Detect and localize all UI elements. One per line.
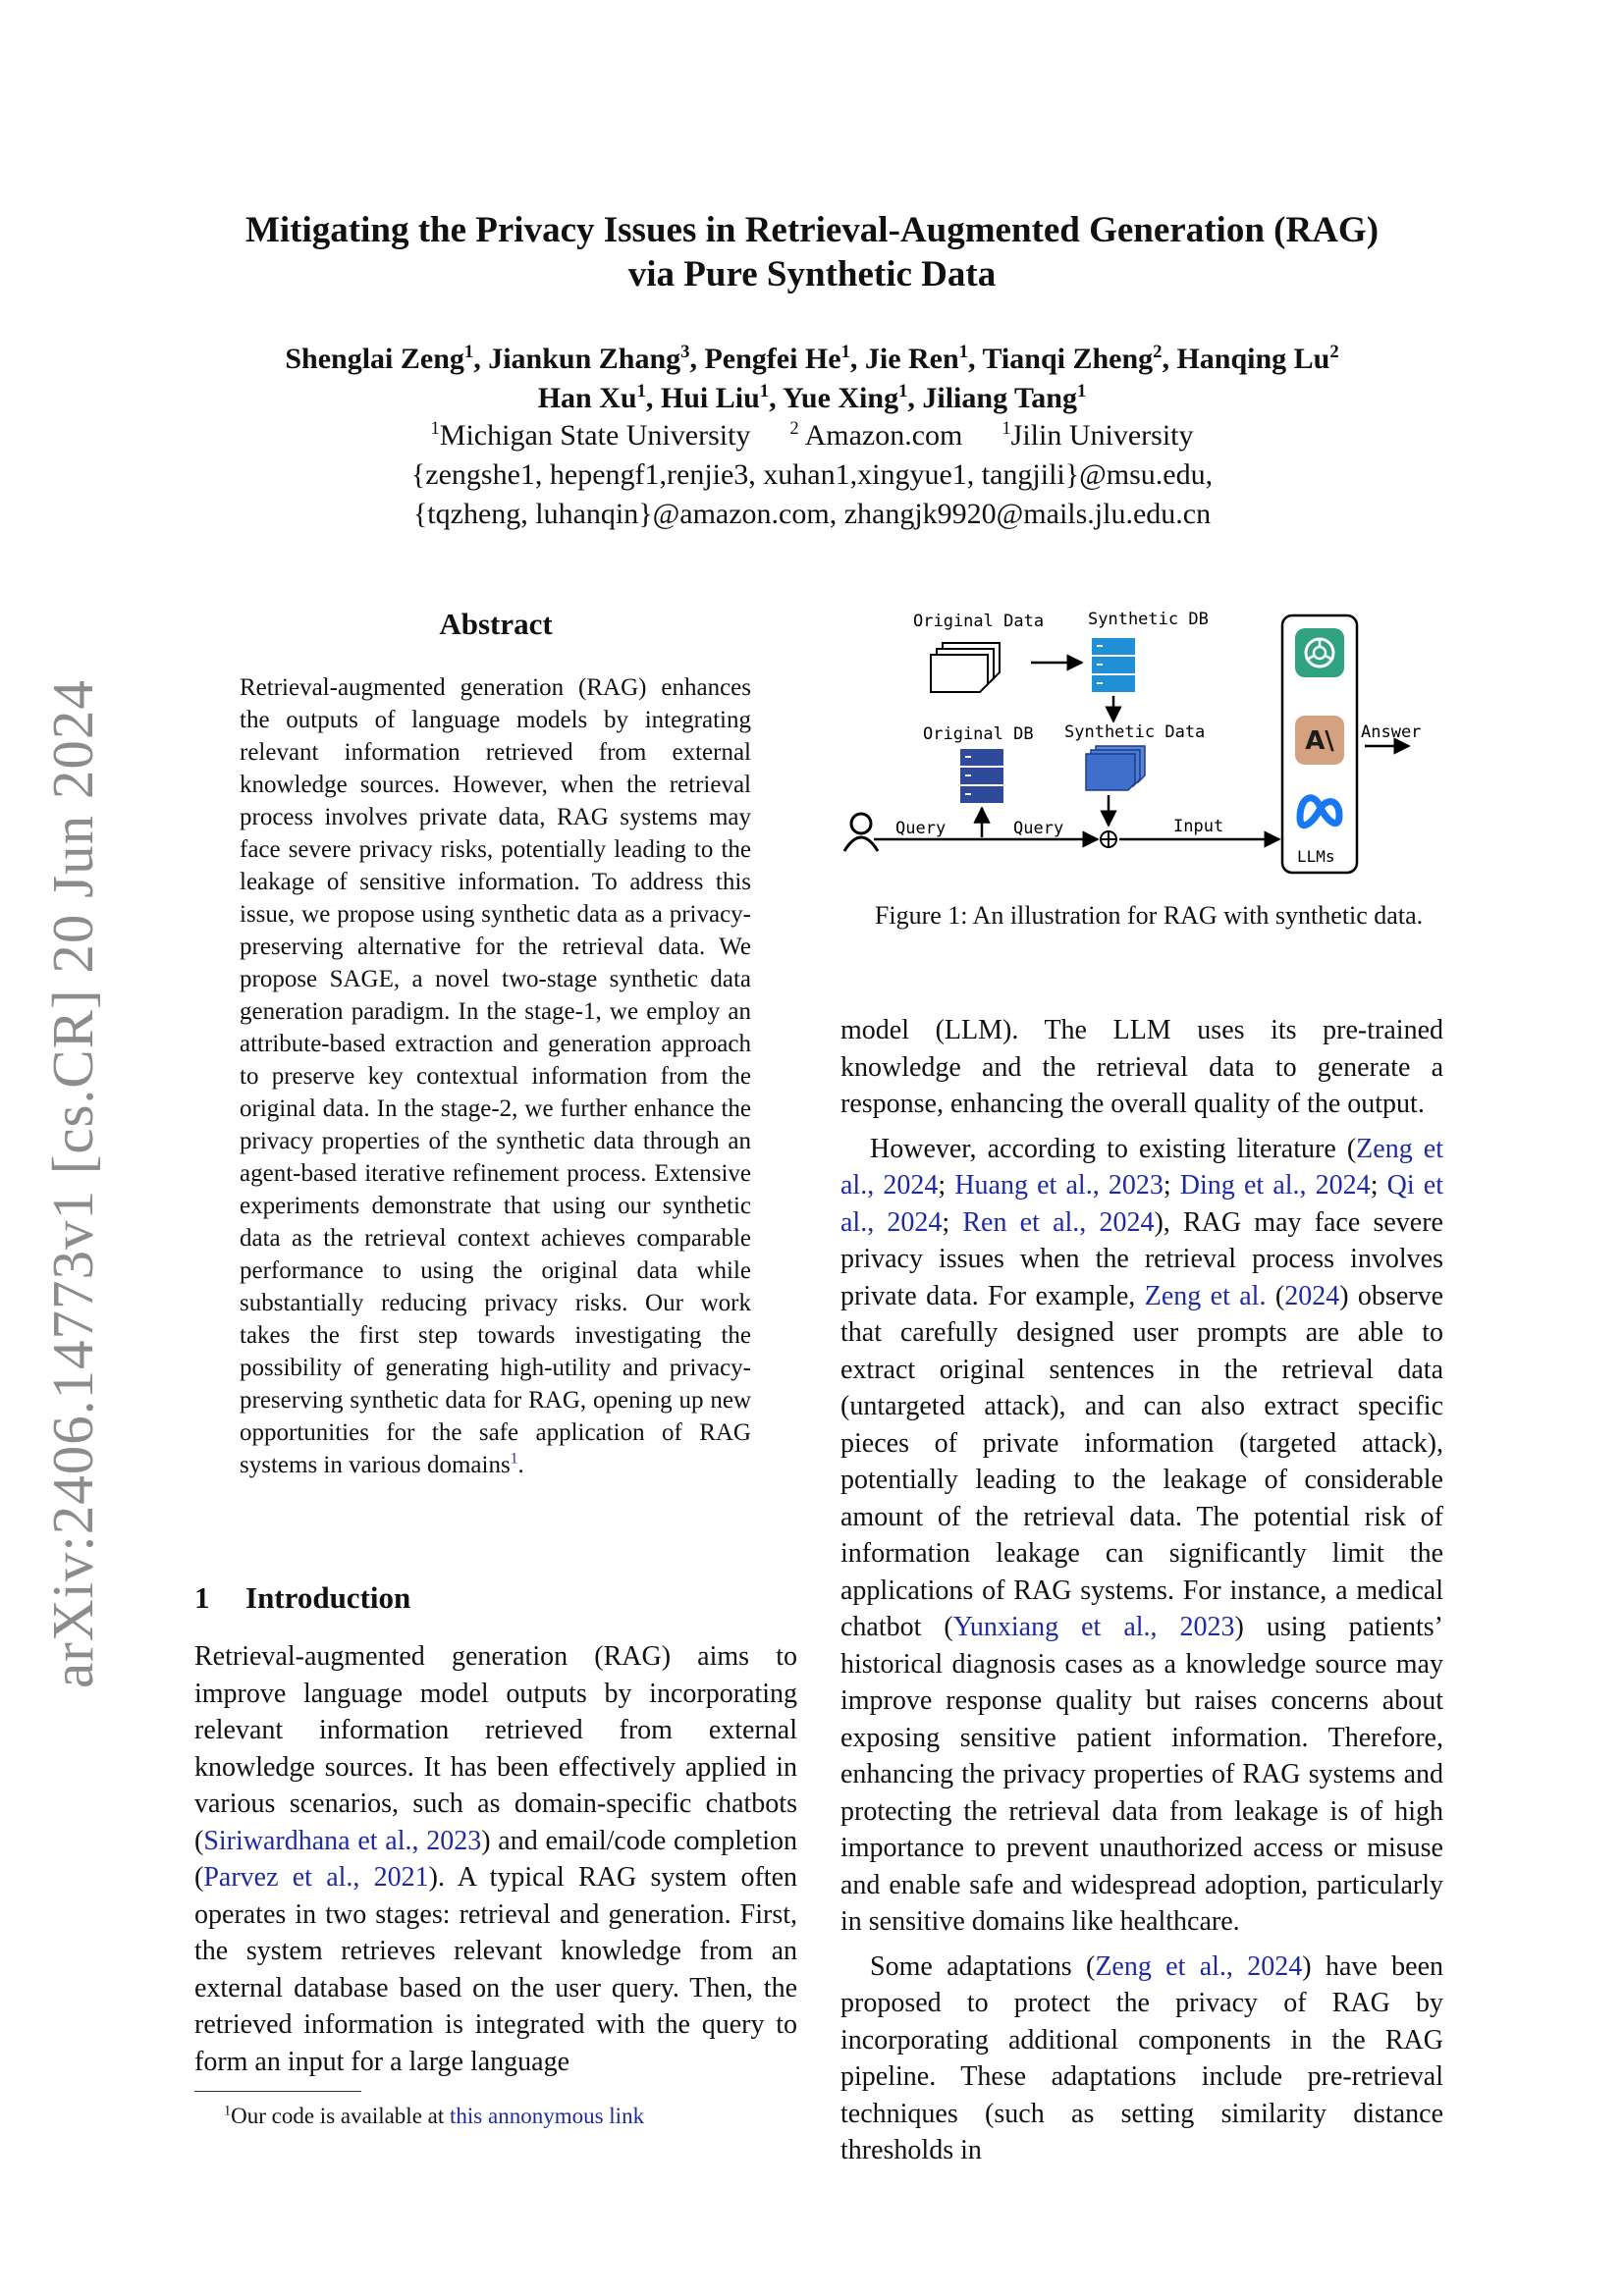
footnote-divider xyxy=(194,2091,361,2092)
author-line-2: Han Xu$^1$, Hui Liu$^1$, Yue Xing$^1$, Jiliang Tang$^1$ xyxy=(537,381,1087,414)
combine-plus-icon xyxy=(1101,831,1116,847)
text-part: ( xyxy=(1266,1280,1285,1311)
text-part: However, according to existing literature ( xyxy=(870,1133,1357,1164)
citation-link[interactable]: Huang et al., 2023 xyxy=(954,1170,1164,1201)
affiliation-mark: 1 xyxy=(1076,381,1087,401)
label-synthetic-data: Synthetic Data xyxy=(1064,722,1206,742)
author-list xyxy=(0,340,1624,418)
abstract-end: . xyxy=(517,1452,524,1478)
section-title: Introduction xyxy=(245,1580,411,1615)
text-part: ) have been proposed to protect the privacy of RAG by incorporating additional components in the RAG pipeline. These adaptations include pre-retrieval techniques (such as setting similarity distance thresholds in xyxy=(840,1950,1443,2165)
author-name: Han Xu xyxy=(537,382,637,414)
paragraph xyxy=(840,1949,1443,2169)
author-name: Jiankun Zhang xyxy=(488,343,681,375)
footnote-mark: 1 xyxy=(224,2103,232,2119)
affiliation-mark: 1 xyxy=(1001,418,1011,439)
text-part: ; xyxy=(942,1206,963,1238)
intro-text-part: ) and email/code completion ( xyxy=(194,1825,797,1893)
author-name: Hanqing Lu xyxy=(1176,343,1330,375)
text-part: ; xyxy=(1163,1170,1180,1201)
citation-link[interactable]: Siriwardhana et al., 2023 xyxy=(203,1825,482,1856)
affiliation-mark: 1 xyxy=(463,342,474,362)
figure-caption: Figure 1: An illustration for RAG with synthetic data. xyxy=(874,901,1424,930)
text-part: ) using patients’ historical diagnosis cases as a knowledge source may improve response quality but raises concerns about exposing sensitive patient information. Therefore, enhancing the privacy properties of RAG systems and protecting the retrieval data from leakage is of high importance to prevent unauthorized access or misuse and enable safe and widespread adoption, particularly in sensitive domains like healthcare. xyxy=(840,1612,1443,1937)
email-line-1: {zengshe1, hepengf1,renjie3, xuhan1,xingyue1, tangjili}@msu.edu, xyxy=(410,458,1214,491)
label-llms: LLMs xyxy=(1297,847,1335,866)
citation-link[interactable]: Zeng et al., 2024 xyxy=(1095,1950,1303,1982)
label-input: Input xyxy=(1173,817,1224,836)
citation-link[interactable]: Zeng et al., 2024 xyxy=(840,1133,1444,1201)
paragraph: model (LLM). The LLM uses its pre-trained knowledge and the retrieval data to generate a response, enhancing the overall quality of the output. xyxy=(840,1015,1443,1119)
label-query-1: Query xyxy=(895,819,947,838)
citation-link[interactable]: Yunxiang et al., 2023 xyxy=(952,1612,1235,1642)
citation-link[interactable]: Ren et al., 2024 xyxy=(962,1206,1155,1238)
affiliation-line xyxy=(0,416,1624,455)
synthetic-db-icon xyxy=(1092,638,1135,692)
text-part: ; xyxy=(1370,1170,1387,1201)
abstract-heading: Abstract xyxy=(439,607,553,641)
email-line-2: {tqzheng, luhanqin}@amazon.com, zhangjk9920@mails.jlu.edu.cn xyxy=(412,498,1212,530)
paper-title xyxy=(0,208,1624,296)
affiliation-mark: 1 xyxy=(958,342,968,362)
affiliation-mark: 1 xyxy=(636,381,646,401)
footnote-ref-link[interactable]: 1 xyxy=(510,1450,518,1468)
affiliation-mark: 1 xyxy=(430,418,440,439)
footnote xyxy=(224,2104,644,2129)
original-db-icon xyxy=(960,749,1003,803)
text-part: ; xyxy=(938,1170,955,1201)
abstract-text xyxy=(240,671,751,1481)
affiliation-mark: 2 xyxy=(1329,342,1339,362)
author-name: Yue Xing xyxy=(782,382,899,414)
author-line-1: Shenglai Zeng$^1$, Jiankun Zhang$^3$, Pengfei He$^1$, Jie Ren$^1$, Tianqi Zheng$^2$, Hanqing Lu$^2$ xyxy=(285,342,1339,375)
author-name: Shenglai Zeng xyxy=(285,343,464,375)
affiliation-mark: 1 xyxy=(759,381,770,401)
affiliation-mark: 2 xyxy=(1153,342,1163,362)
introduction-text xyxy=(194,1638,797,2080)
citation-link[interactable]: Qi et al., 2024 xyxy=(840,1170,1443,1238)
synthetic-data-icon xyxy=(1086,746,1145,790)
text-part: Some adaptations ( xyxy=(870,1950,1096,1982)
arxiv-identifier: arXiv:2406.14773v1 [cs.CR] 20 Jun 2024 xyxy=(40,679,105,1688)
footnote-text: Our code is available at xyxy=(231,2104,451,2128)
openai-logo-icon xyxy=(1295,628,1344,677)
label-answer: Answer xyxy=(1361,722,1422,742)
author-name: Hui Liu xyxy=(660,382,760,414)
code-link[interactable]: this annonymous link xyxy=(450,2104,645,2128)
affiliation-name: Amazon.com xyxy=(804,419,963,452)
label-original-data: Original Data xyxy=(913,612,1045,631)
intro-text-part: ). A typical RAG system often operates in two stages: retrieval and generation. First, the system retrieves relevant knowledge from an external database based on the user query. Then, the retrieved information is integrated with the query to form an input for a large language xyxy=(194,1862,797,2077)
author-name: Pengfei He xyxy=(704,343,841,375)
figure-rag-synthetic-data xyxy=(835,594,1463,879)
intro-text-part: Retrieval-augmented generation (RAG) aims to improve language model outputs by incorporating relevant information retrieved from external knowledge sources. It has been effectively applied in various scenarios, such as domain-specific chatbots ( xyxy=(194,1641,797,1856)
label-synthetic-db: Synthetic DB xyxy=(1088,610,1209,629)
section-heading-introduction xyxy=(194,1580,410,1616)
section-number: 1 xyxy=(194,1580,210,1615)
label-original-db: Original DB xyxy=(923,724,1034,744)
citation-link[interactable]: Ding et al., 2024 xyxy=(1179,1170,1371,1201)
affiliation-name: Jilin University xyxy=(1010,419,1194,452)
meta-logo-icon xyxy=(1300,798,1339,826)
text-part: ), RAG may face severe privacy issues when the retrieval process involves private data. For example, xyxy=(840,1206,1443,1311)
title-line-2: via Pure Synthetic Data xyxy=(627,254,997,294)
author-name: Jie Ren xyxy=(864,343,959,375)
citation-link[interactable]: Parvez et al., 2021 xyxy=(203,1862,429,1893)
author-name: Jiliang Tang xyxy=(922,382,1077,414)
anthropic-logo-icon xyxy=(1295,716,1344,765)
abstract-paragraph: Retrieval-augmented generation (RAG) enhances the outputs of language models by integrating relevant information retrieved from external knowledge sources. However, when the retrieval process involves private data, RAG systems may face severe privacy risks, potentially leading to the leakage of sensitive information. To address this issue, we propose using synthetic data as a privacy-preserving alternative for the retrieval data. We propose SAGE, a novel two-stage synthetic data generation paradigm. In the stage-1, we employ an attribute-based extraction and generation approach to preserve key contextual information from the original data. In the stage-2, we further enhance the privacy properties of the synthetic data through an agent-based iterative refinement process. Extensive experiments demonstrate that using our synthetic data as the retrieval context achieves comparable performance to using the original data while substantially reducing privacy risks. Our work takes the first step towards investigating the possibility of generating high-utility and privacy-preserving synthetic data for RAG, opening up new opportunities for the safe application of RAG systems in various domains xyxy=(240,674,751,1478)
right-column-text xyxy=(840,1012,1443,2169)
citation-link[interactable]: Zeng et al. xyxy=(1144,1280,1267,1311)
affiliations xyxy=(0,416,1624,534)
title-line-1: Mitigating the Privacy Issues in Retrieval-Augmented Generation (RAG) xyxy=(244,210,1380,250)
affiliation-mark: 3 xyxy=(680,342,690,362)
anthropic-logo-text: A\ xyxy=(1305,726,1334,756)
text-part: ) observe that carefully designed user prompts are able to extract original sentences in the retrieval data (untargeted attack), and can also extract specific pieces of private information (targeted attack), potentially leading to the leakage of considerable amount of the retrieval data. The potential risk of information leakage can significantly limit the applications of RAG systems. For instance, a medical chatbot ( xyxy=(840,1280,1444,1642)
affiliation-mark: 1 xyxy=(898,381,908,401)
original-data-icon xyxy=(931,643,1000,692)
citation-link[interactable]: 2024 xyxy=(1284,1280,1340,1311)
user-icon xyxy=(844,814,878,851)
affiliation-mark: 2 xyxy=(789,418,799,439)
paragraph xyxy=(840,1131,1443,1941)
affiliation-mark: 1 xyxy=(840,342,850,362)
author-name: Tianqi Zheng xyxy=(982,343,1154,375)
label-query-2: Query xyxy=(1013,819,1064,838)
affiliation-name: Michigan State University xyxy=(439,419,751,452)
